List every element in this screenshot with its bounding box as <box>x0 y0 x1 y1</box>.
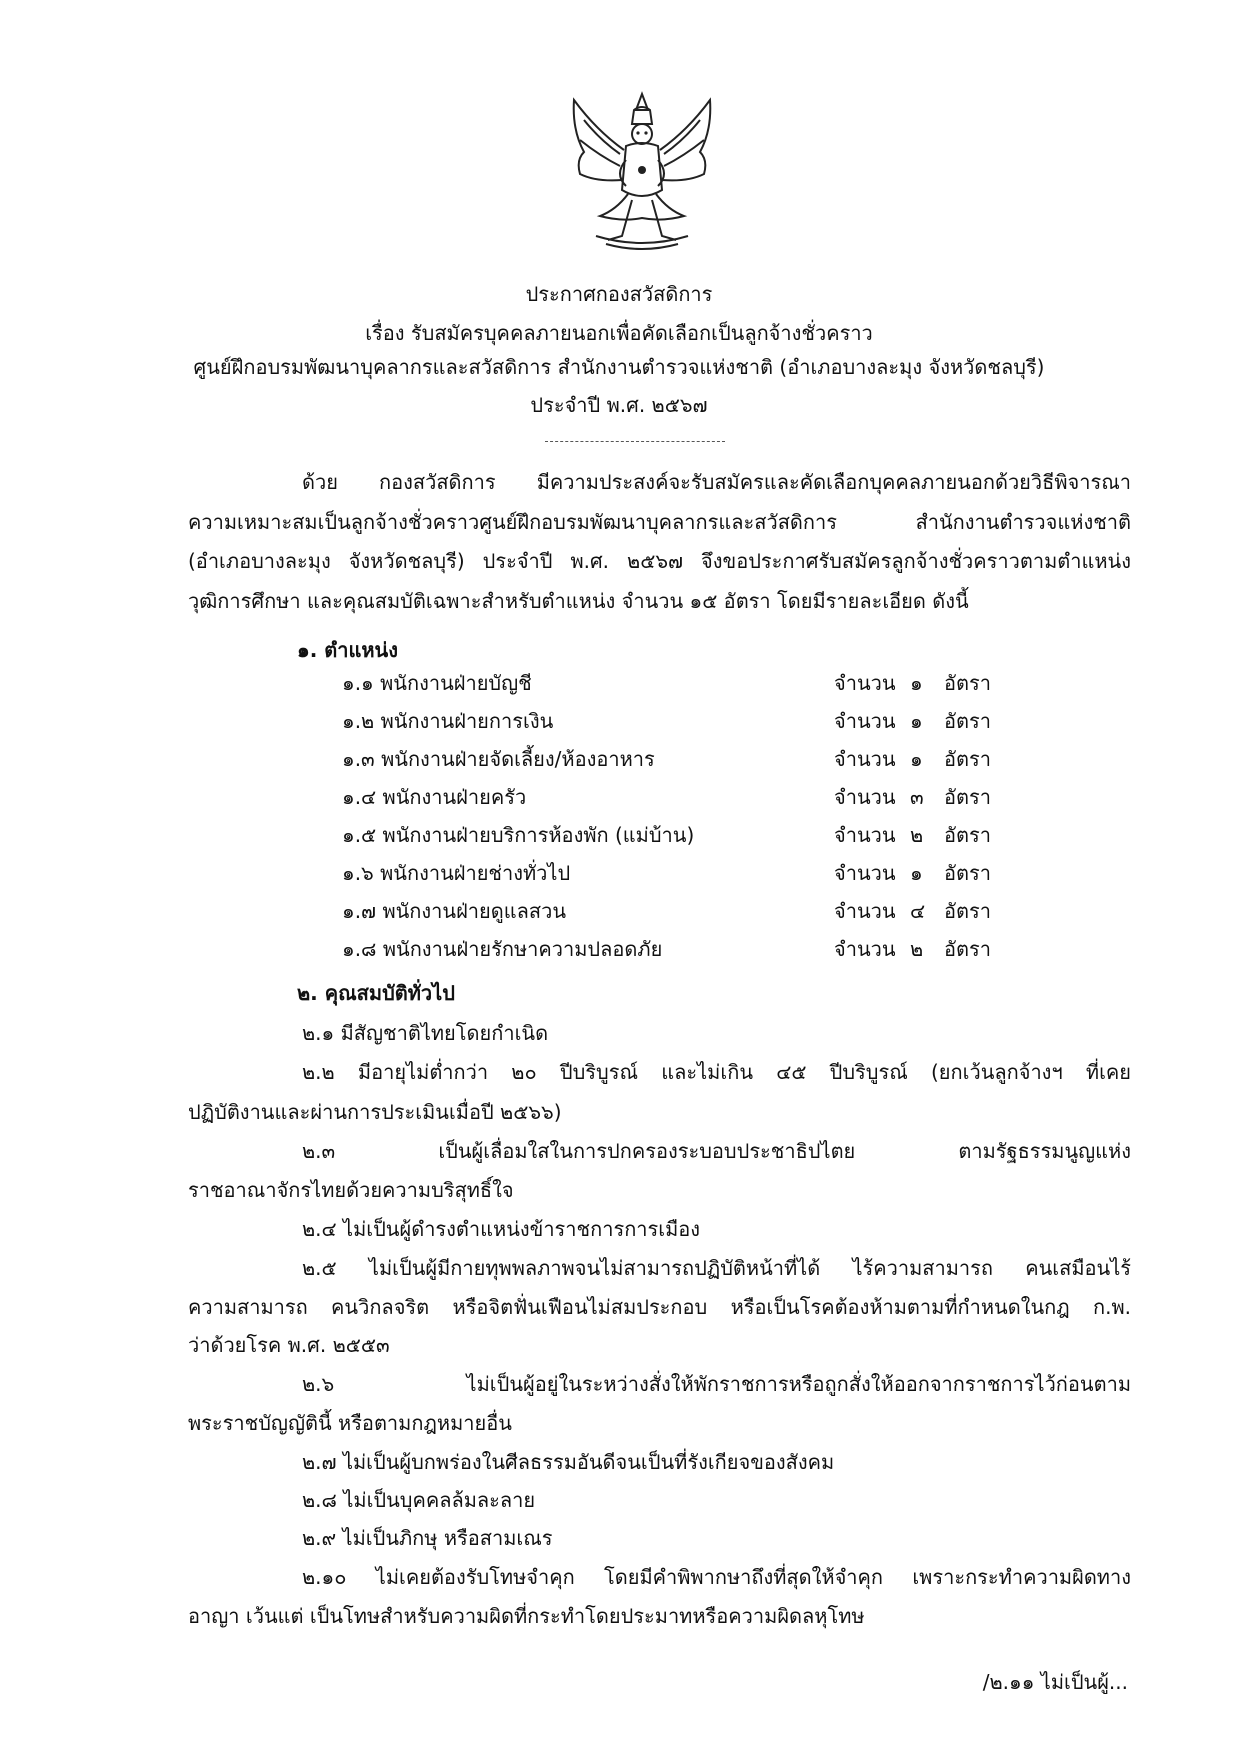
qualification-line: ปฏิบัติงานและผ่านการประเมินเมื่อปี ๒๕๖๖) <box>188 1100 562 1124</box>
position-count: ๓ <box>910 785 924 809</box>
qualification-line: ว่าด้วยโรค พ.ศ. ๒๕๕๓ <box>188 1333 390 1357</box>
announcement-subject: เรื่อง รับสมัครบุคคลภายนอกเพื่อคัดเลือกเป็นลูกจ้างชั่วคราว <box>365 321 873 345</box>
count-unit: อัตรา <box>944 899 991 923</box>
count-word: จำนวน <box>834 937 896 961</box>
qualification-line: ๒.๑๐ ไม่เคยต้องรับโทษจำคุก โดยมีคำพิพากษาถึงที่สุดให้จำคุก เพราะกระทำความผิดทาง <box>302 1565 1131 1589</box>
qualification-line: ๒.๔ ไม่เป็นผู้ดำรงตำแหน่งข้าราชการการเมือง <box>302 1217 701 1241</box>
qualification-line: พระราชบัญญัตินี้ หรือตามกฎหมายอื่น <box>188 1411 512 1435</box>
qualification-line: ๒.๘ ไม่เป็นบุคคลล้มละลาย <box>302 1488 536 1512</box>
position-count: ๔ <box>910 899 926 923</box>
intro-line-2: ความเหมาะสมเป็นลูกจ้างชั่วคราวศูนย์ฝึกอบรมพัฒนาบุคลากรและสวัสดิการ สำนักงานตำรวจแห่งชาติ <box>188 510 1131 534</box>
qualification-line: ๒.๒ มีอายุไม่ต่ำกว่า ๒๐ ปีบริบูรณ์ และไม่เกิน ๔๕ ปีบริบูรณ์ (ยกเว้นลูกจ้างฯ ที่เคย <box>302 1060 1131 1084</box>
position-count: ๒ <box>910 937 924 961</box>
section1-heading: ๑. ตำแหน่ง <box>297 638 398 662</box>
announcement-title: ประกาศกองสวัสดิการ <box>525 282 713 306</box>
count-word: จำนวน <box>834 709 896 733</box>
count-unit: อัตรา <box>944 823 991 847</box>
position-label: ๑.๗ พนักงานฝ่ายดูแลสวน <box>342 899 566 923</box>
count-unit: อัตรา <box>944 785 991 809</box>
section2-heading: ๒. คุณสมบัติทั่วไป <box>297 981 455 1005</box>
qualification-line: ๒.๖ ไม่เป็นผู้อยู่ในระหว่างสั่งให้พักราชการหรือถูกสั่งให้ออกจากราชการไว้ก่อนตาม <box>302 1372 1131 1396</box>
position-label: ๑.๖ พนักงานฝ่ายช่างทั่วไป <box>342 861 571 885</box>
count-unit: อัตรา <box>944 671 991 695</box>
garuda-emblem-icon <box>566 90 718 255</box>
count-word: จำนวน <box>834 861 896 885</box>
qualification-line: ราชอาณาจักรไทยด้วยความบริสุทธิ์ใจ <box>188 1178 514 1202</box>
count-word: จำนวน <box>834 899 896 923</box>
position-label: ๑.๑ พนักงานฝ่ายบัญชี <box>342 671 532 695</box>
intro-line-1: ด้วย กองสวัสดิการ มีความประสงค์จะรับสมัครและคัดเลือกบุคคลภายนอกด้วยวิธีพิจารณา <box>302 470 1131 494</box>
position-label: ๑.๓ พนักงานฝ่ายจัดเลี้ยง/ห้องอาหาร <box>342 747 655 771</box>
intro-line-4: วุฒิการศึกษา และคุณสมบัติเฉพาะสำหรับตำแหน่ง จำนวน ๑๕ อัตรา โดยมีรายละเอียด ดังนี้ <box>188 589 969 613</box>
qualification-line: ๒.๗ ไม่เป็นผู้บกพร่องในศีลธรรมอันดีจนเป็นที่รังเกียจของสังคม <box>302 1450 835 1474</box>
qualification-line: ๒.๕ ไม่เป็นผู้มีกายทุพพลภาพจนไม่สามารถปฏิบัติหน้าที่ได้ ไร้ความสามารถ คนเสมือนไร้ <box>302 1256 1131 1280</box>
position-label: ๑.๔ พนักงานฝ่ายครัว <box>342 785 527 809</box>
count-word: จำนวน <box>834 823 896 847</box>
position-label: ๑.๒ พนักงานฝ่ายการเงิน <box>342 709 554 733</box>
qualification-line: ๒.๓ เป็นผู้เลื่อมใสในการปกครองระบอบประชาธิปไตย ตามรัฐธรรมนูญแห่ง <box>302 1139 1131 1163</box>
position-count: ๑ <box>910 709 923 733</box>
position-count: ๑ <box>910 861 923 885</box>
announcement-organization: ศูนย์ฝึกอบรมพัฒนาบุคลากรและสวัสดิการ สำนักงานตำรวจแห่งชาติ (อำเภอบางละมุง จังหวัดชลบุรี) <box>193 355 1045 379</box>
position-count: ๑ <box>910 671 923 695</box>
count-word: จำนวน <box>834 785 896 809</box>
count-unit: อัตรา <box>944 709 991 733</box>
qualification-line: ๒.๑ มีสัญชาติไทยโดยกำเนิด <box>302 1021 549 1045</box>
position-label: ๑.๘ พนักงานฝ่ายรักษาความปลอดภัย <box>342 937 663 961</box>
count-unit: อัตรา <box>944 747 991 771</box>
count-unit: อัตรา <box>944 861 991 885</box>
qualification-line: อาญา เว้นแต่ เป็นโทษสำหรับความผิดที่กระทำโดยประมาทหรือความผิดลหุโทษ <box>188 1604 865 1628</box>
announcement-year: ประจำปี พ.ศ. ๒๕๖๗ <box>530 393 708 417</box>
page-continuation: /๒.๑๑ ไม่เป็นผู้... <box>982 1670 1128 1694</box>
count-word: จำนวน <box>834 747 896 771</box>
position-count: ๒ <box>910 823 924 847</box>
intro-line-3: (อำเภอบางละมุง จังหวัดชลบุรี) ประจำปี พ.ศ. ๒๕๖๗ จึงขอประกาศรับสมัครลูกจ้างชั่วคราวตามตำแหน่ง <box>188 549 1131 573</box>
count-unit: อัตรา <box>944 937 991 961</box>
count-word: จำนวน <box>834 671 896 695</box>
position-count: ๑ <box>910 747 923 771</box>
header-divider <box>545 441 725 442</box>
position-label: ๑.๕ พนักงานฝ่ายบริการห้องพัก (แม่บ้าน) <box>342 823 695 847</box>
qualification-line: ความสามารถ คนวิกลจริต หรือจิตฟั่นเฟือนไม่สมประกอบ หรือเป็นโรคต้องห้ามตามที่กำหนดในกฎ ก.พ. <box>188 1295 1131 1319</box>
qualification-line: ๒.๙ ไม่เป็นภิกษุ หรือสามเณร <box>302 1526 553 1550</box>
